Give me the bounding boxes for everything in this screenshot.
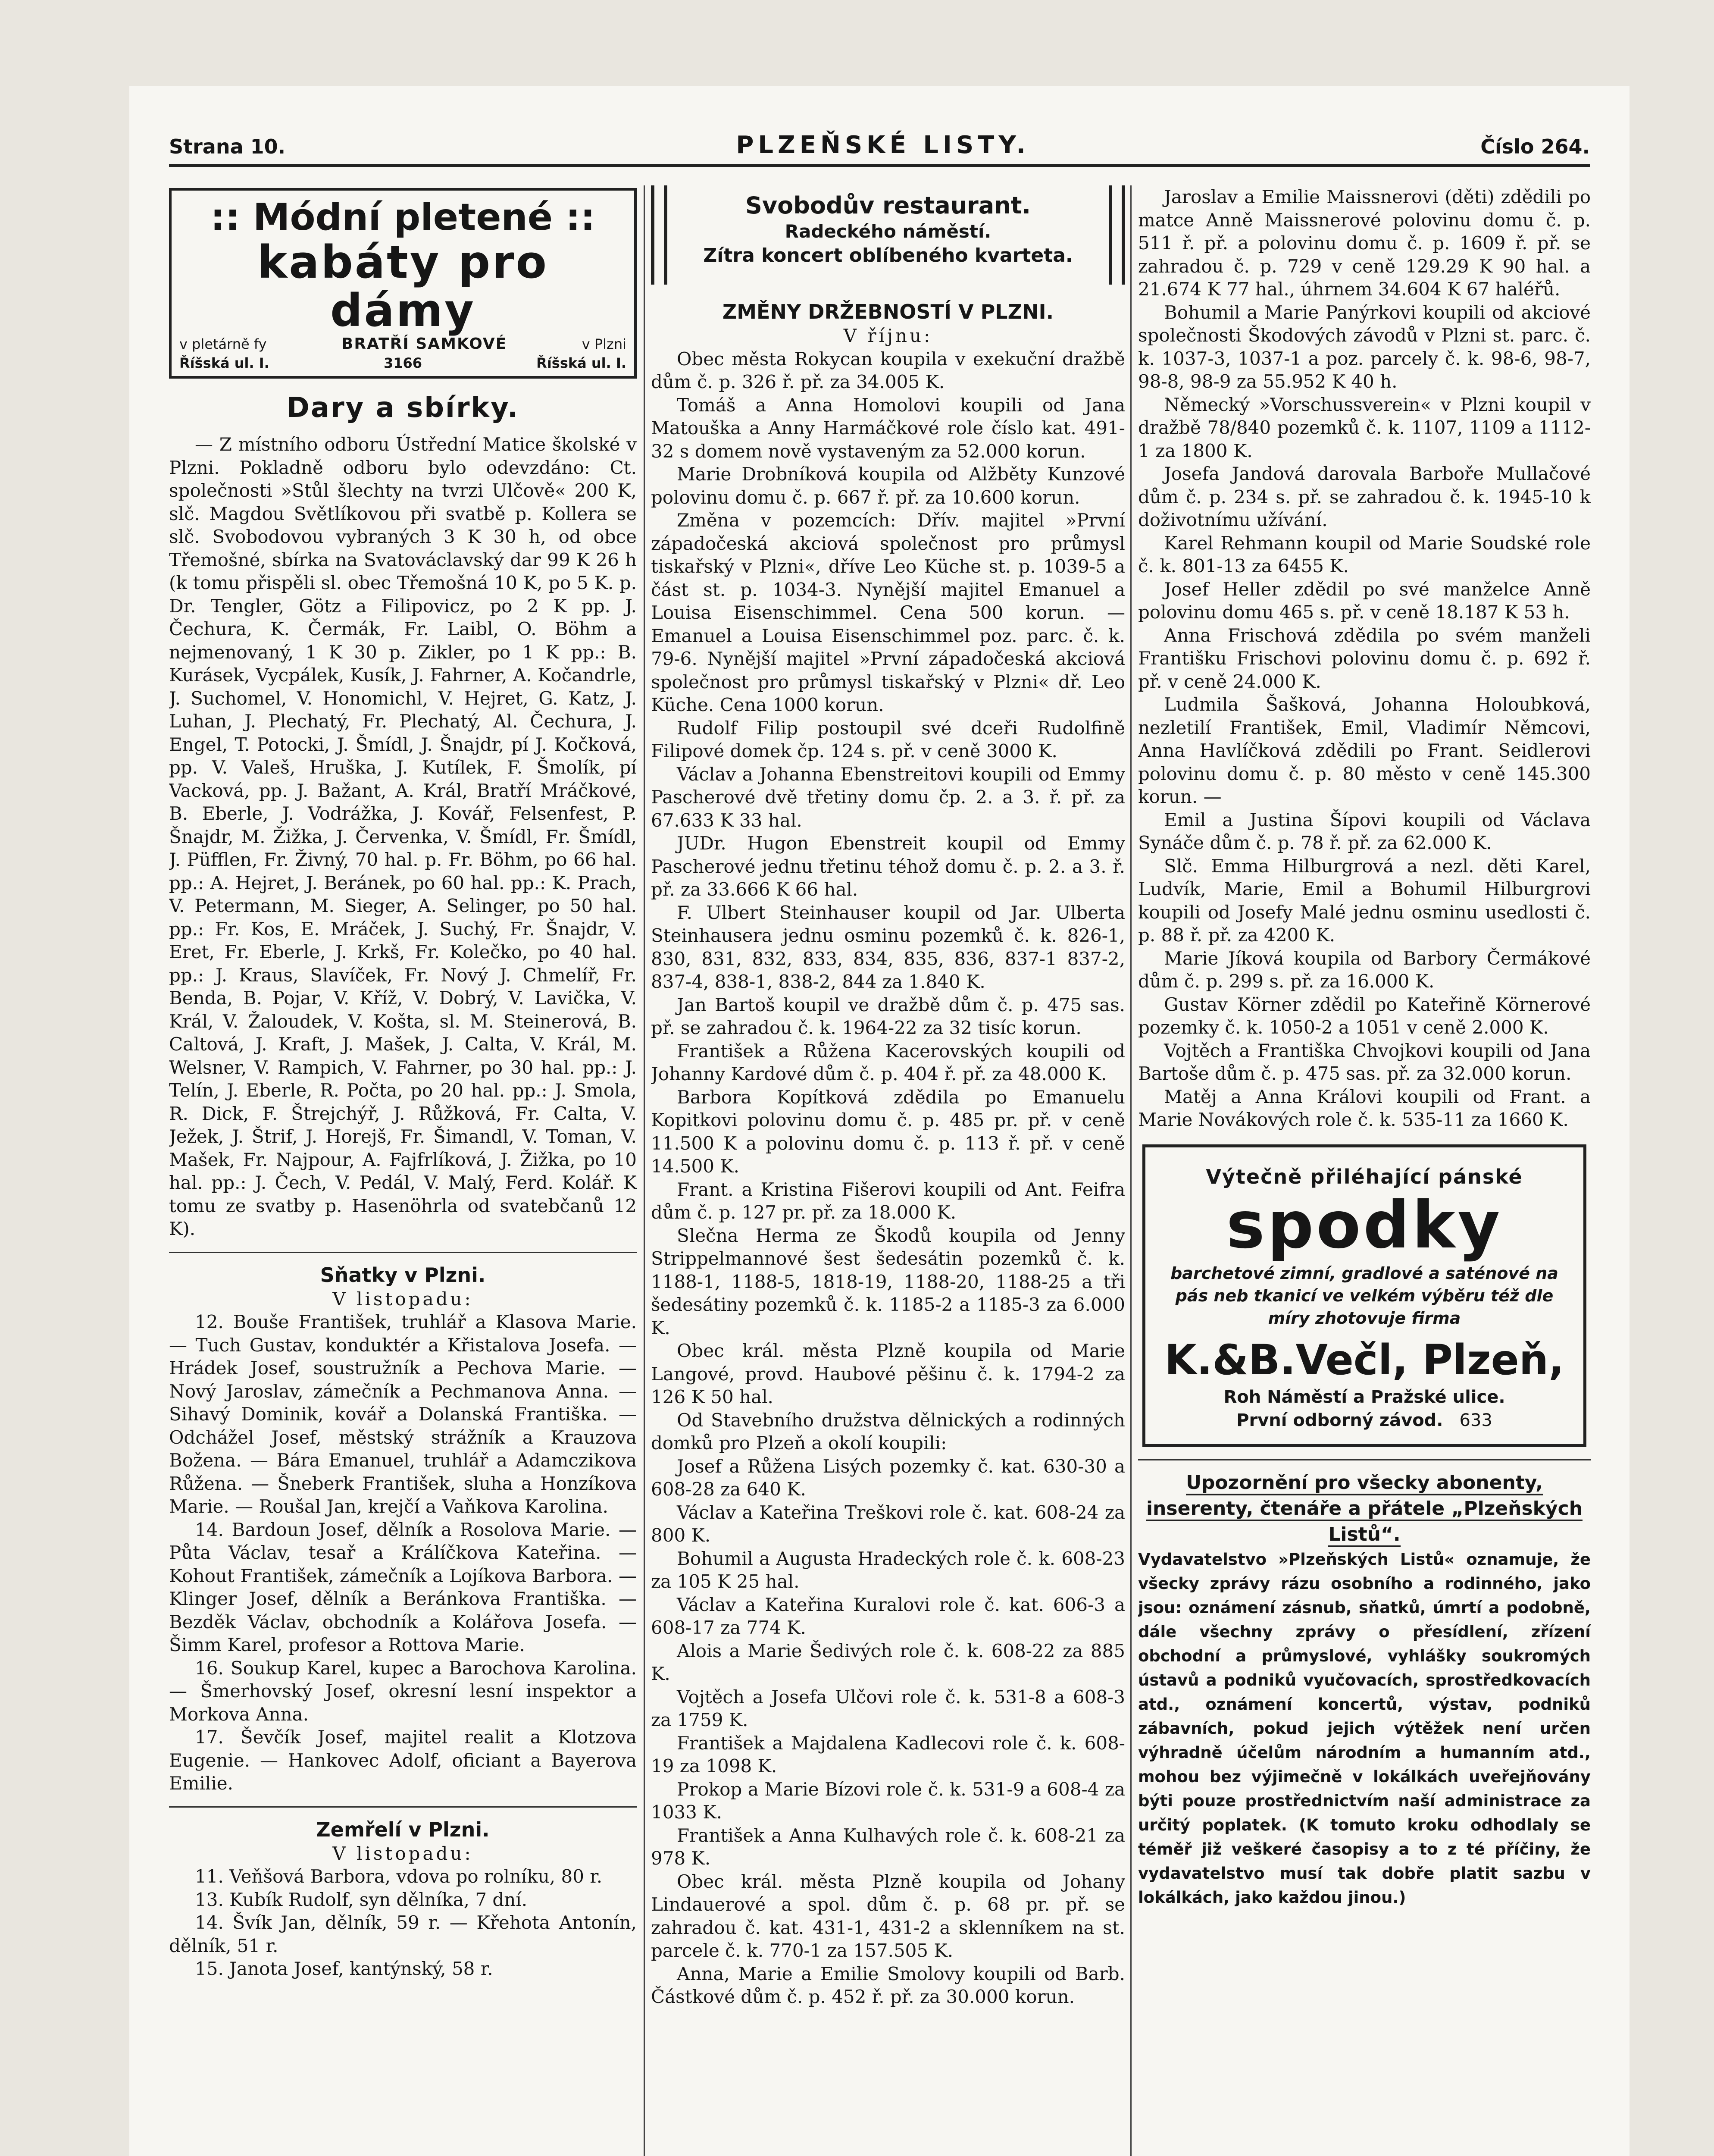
advert-firm-name: BRATŘÍ SAMKOVÉ [341,335,507,353]
zmeny-paragraph: Vojtěch a Josefa Ulčovi role č. k. 531-8 a 608-3 za 1759 K. [651,1686,1125,1730]
column-2 [651,185,1125,2156]
advert-address-line [179,354,626,373]
advert-address-right: Říšská ul. I. [536,355,626,371]
newspaper-page [129,86,1630,2156]
advert-restaurant-place: Radeckého náměstí. [785,221,991,242]
dary-text: — Z místního odboru Ústřední Matice školské v Plzni. Pokladně odboru bylo odevzdáno: Ct. společnosti »Stůl šlechty na tvrzi Ulčově« 200 K, slč. Magdou Světlíkovou při svatbě p. Kollera se slč. Svobodovou vybraných 3 K 30 h, od obce Třemošné, sbírka na Svatováclavský dar 99 K 26 h (k tomu přispěli sl. obec Třemošná 10 K, po 5 K. p. Dr. Tengler, Götz a Filipovicz, po 2 K pp. J. Čechura, K. Čermák, Fr. Laibl, O. Böhm a nejmenovaný, 1 K 30 p. Zikler, po 1 K pp.: B. Kurásek, Vycpálek, Kusík, J. Fahrner, A. Kočandrle, J. Suchomel, V. Honomichl, V. Hejret, G. Katz, J. Luhan, J. Plechatý, Fr. Plechatý, Al. Čechura, J. Engel, T. Potocki, J. Šmídl, J. Šnajdr, pí J. Kočková, pp. V. Valeš, Hruška, J. Kutílek, F. Šmolík, pí Vacková, pp. J. Bažant, A. Král, Bratří Mráčkové, B. Eberle, J. Vodrážka, J. Kovář, Felsenfest, P. Šnajdr, M. Žižka, J. Červenka, V. Šmídl, Fr. Šmídl, J. Püfflen, Fr. Živný, 70 hal. p. Fr. Böhm, po 66 hal. pp.: A. Hejret, J. Beránek, po 60 hal. pp.: K. Prach, V. Petermann, M. Sieger, A. Selinger, po 50 hal. pp.: Fr. Kos, E. Mráček, J. Suchý, Fr. Šnajdr, V. Eret, Fr. Eberle, J. Krkš, Fr. Kolečko, po 40 hal. pp.: J. Kraus, Slavíček, Fr. Nový J. Chmelíř, Fr. Benda, B. Pojar, V. Kříž, V. Dobrý, V. Lavička, V. Král, V. Žaloudek, V. Košta, sl. M. Steinerová, B. Caltová, J. Kraft, J. Mašek, J. Calta, V. Král, M. Welsner, V. Rampich, V. Fahrner, po 30 hal. pp.: J. Telín, J. Eberle, R. Počta, po 20 hal. pp.: J. Smola, R. Dick, F. Štrejchýř, J. Růžková, Fr. Calta, V. Ježek, J. Štrif, J. Horejš, Fr. Šimandl, V. Toman, V. Mašek, Fr. Najpour, A. Fajfrlíková, J. Žižka, po 10 hal. pp.: J. Čech, V. Pedál, V. Malý, Ferd. Kolář. K tomu ze svatby p. Hasenöhrla od svatebčanů 12 K). [169,434,637,1239]
page-header [169,123,1590,167]
advert-underwear-slogan: První odborný závod. [1236,1410,1443,1430]
zmeny-paragraph: František a Růžena Kacerovských koupili od Johanny Kardové dům č. p. 404 ř. př. za 48.000 K. [651,1040,1125,1084]
snatky-subtitle: V listopadu: [332,1288,473,1310]
zmeny-paragraph: JUDr. Hugon Ebenstreit koupil od Emmy Pascherové jednu třetinu téhož domu č. p. 2. a 3. ř. př. za 33.666 K 66 hal. [651,833,1125,900]
zmeny-paragraph: Obec král. města Plzně koupila od Johany Lindauerové a spol. dům č. p. 68 pr. př. se zahradou č. kat. 431-1, 431-2 a sklenníkem na st. parcele č. k. 770-1 za 157.505 K. [651,1871,1125,1961]
property-change-paragraph: Josefa Jandová darovala Barboře Mullačové dům č. p. 234 s. př. se zahradou č. k. 1945-10 k doživotnímu užívání. [1138,463,1591,530]
zmeny-paragraph: Slečna Herma ze Škodů koupila od Jenny Strippelmannové šest šedesátin pozemků č. k. 1188-1, 1188-5, 1818-19, 1188-20, 1188-25 a tři šedesátiny pozemků č. k. 1185-2 a 1185-3 za 6.000 K. [651,1225,1125,1338]
zmeny-paragraph: Změna v pozemcích: Dřív. majitel »První západočeská akciová společnost pro průmysl tiskařský v Plzni«, dříve Leo Küche st. p. 1039-5 a část st. p. 1034-3. Nynější majitel Emanuel a Louisa Eisenschimmel. Cena 500 korun. — Emanuel a Louisa Eisenschimmel poz. parc. č. k. 79-6. Nynější majitel »První západočeská akciová společnost pro průmysl tiskařský v Plzni« dř. Leo Küche. Cena 1000 korun. [651,510,1125,715]
advert-underwear-firm: K.&B.Večl, Plzeň, [1164,1335,1564,1384]
property-change-paragraph: Josef Heller zdědil po své manželce Anně polovinu domu 465 s. př. v ceně 18.187 K 53 h. [1138,578,1591,623]
snatky-paragraph: 17. Ševčík Josef, majitel realit a Klotzova Eugenie. — Hankovec Adolf, oficiant a Bayerova Emilie. [169,1727,637,1794]
advert-underwear-tagline [1158,1409,1570,1432]
zmeny-subtitle: V říjnu: [843,325,933,346]
advert-address-left: Říšská ul. I. [179,355,269,371]
advert-underwear-phone: 633 [1459,1410,1492,1430]
zmeny-paragraph: Rudolf Filip postoupil své dceři Rudolfině Filipové domek čp. 124 s. př. v ceně 3000 K. [651,717,1125,761]
advert-restaurant-event: Zítra koncert oblíbeného kvarteta. [703,244,1073,266]
advert-firm-prefix: v pletárně fy [179,336,267,352]
zmeny-paragraph: Václav a Kateřina Treškovi role č. kat. 608-24 za 800 K. [651,1501,1125,1546]
page-number: Strana 10. [169,135,286,158]
zmeny-paragraph: Alois a Marie Šedivých role č. k. 608-22 za 885 K. [651,1640,1125,1684]
zmeny-paragraph: František a Majdalena Kadlecovi role č. k. 608-19 za 1098 K. [651,1732,1125,1777]
divider [1138,1459,1591,1460]
divider [169,1252,637,1253]
advert-phone: 3166 [383,355,422,371]
property-change-paragraph: Karel Rehmann koupil od Marie Soudské role č. k. 801-13 za 6455 K. [1138,532,1591,577]
zmeny-paragraph: Jan Bartoš koupil ve dražbě dům č. p. 475 sas. př. se zahradou č. k. 1964-22 za 32 tisíc korun. [651,994,1125,1038]
advert-firm-line [179,335,626,354]
zmeny-paragraph: Anna, Marie a Emilie Smolovy koupili od Barb. Částkové dům č. p. 452 ř. př. za 30.000 korun. [651,1963,1125,2007]
notice-title [1138,1470,1591,1548]
property-changes-continued [1138,185,1591,1131]
column-rule-1 [644,185,645,2156]
masthead-title: PLZEŇSKÉ LISTY. [736,131,1030,159]
zmeny-paragraph: Marie Drobníková koupila od Alžběty Kunzové polovinu domu č. p. 667 ř. př. za 10.600 korun. [651,464,1125,508]
zemreli-subtitle: V listopadu: [332,1843,473,1864]
advert-firm-suffix: v Plzni [582,336,626,352]
advert-restaurant [651,185,1125,285]
column-rule-2 [1130,185,1132,2156]
advert-underwear-intro: Výtečně přiléhající pánské [1206,1165,1523,1188]
property-change-paragraph: Gustav Körner zdědil po Kateřině Körnerové pozemky č. k. 1050-2 a 1051 v ceně 2.000 K. [1138,993,1591,1038]
property-change-paragraph: Emil a Justina Šípovi koupili od Václava Synáče dům č. p. 78 ř. př. za 62.000 K. [1138,809,1591,853]
advert-headline-1: :: Módní pletené :: [210,196,595,239]
property-change-paragraph: Matěj a Anna Královi koupili od Frant. a Marie Novákových role č. k. 535-11 za 1660 K. [1138,1086,1591,1130]
zmeny-paragraph: F. Ulbert Steinhauser koupil od Jar. Ulberta Steinhausera jednu osminu pozemků č. k. 826-1, 830, 831, 832, 833, 834, 835, 836, 837-1 837-2, 837-4, 838-1, 838-2, 844 za 1.840 K. [651,902,1125,992]
zemreli-paragraph: 13. Kubík Rudolf, syn dělníka, 7 dní. [195,1889,528,1910]
zmeny-paragraph: Frant. a Kristina Fišerovi koupili od Ant. Feifra dům č. p. 127 pr. př. za 18.000 K. [651,1178,1125,1223]
snatky-paragraph: 14. Bardoun Josef, dělník a Rosolova Marie. — Půta Václav, tesař a Králíčkova Kateřina. — Kohout František, zámečník a Lojíkova Barbora. — Klinger Josef, dělník a Beránkova Františka. — Bezděk Václav, obchodník a Kolářova Josefa. — Šimm Karel, profesor a Rottova Marie. [169,1519,637,1655]
section-title-zemreli: Zemřelí v Plzni. [316,1818,490,1841]
property-change-paragraph: Jaroslav a Emilie Maissnerovi (děti) zdědili po matce Anně Maissnerové polovinu domu č. p. 511 ř. př. a polovinu domu č. p. 1609 ř. př. se zahradou č. p. 729 v ceně 129.29 K 90 hal. a 21.674 K 77 hal., úhrnem 34.604 K 67 haléřů. [1138,186,1591,300]
notice-text: Vydavatelstvo »Plzeňských Listů« oznamuje, že všecky zprávy rázu osobního a rodinného, jako jsou: oznámení zásnub, sňatků, úmrtí a podobně, dále všechny zprávy o přesídlení, zřízení obchodní a průmyslové, vyhlášky soukromých ústavů a podniků vyučovacích, sprostředkovacích atd., oznámení koncertů, výstav, podniků zábavních, pokud jejich výtěžek není určen výhradně účelům národním a humanním atd., mohou bez výjimečně v lokálkách uveřejňovány býti pouze prostřednictvím naší administrace za určitý poplatek. (K tomuto kroku odhodlaly se téměř již veškeré časopisy a to z té příčiny, že vydavatelstvo musí tak dobře platit sazbu v lokálkách, jako každou jinou.) [1138,1550,1591,1907]
property-change-paragraph: Ludmila Šašková, Johanna Holoubková, nezletilí František, Emil, Vladimír Němcovi, Anna Havlíčková zdědili po Frant. Seidlerovi polovinu domu č. p. 80 město v ceně 145.300 korun. — [1138,694,1591,807]
advert-restaurant-name: Svobodův restaurant. [745,192,1031,219]
zmeny-paragraph: Bohumil a Augusta Hradeckých role č. k. 608-23 za 105 K 25 hal. [651,1548,1125,1592]
zmeny-paragraph: Od Stavebního družstva dělnických a rodinných domků pro Plzeň a okolí koupili: [651,1409,1125,1454]
advert-underwear-description: barchetové zimní, gradlové a saténové na pás neb tkanicí ve velkém výběru též dle míry zhotovuje firma [1170,1263,1558,1328]
zmeny-paragraph: Obec král. města Plzně koupila od Marie Langové, provd. Haubové pěšinu č. k. 1794-2 za 126 K 50 hal. [651,1340,1125,1407]
zmeny-paragraph: Václav a Kateřina Kuralovi role č. kat. 606-3 a 608-17 za 774 K. [651,1594,1125,1638]
section-title-zmeny: ZMĚNY DRŽEBNOSTÍ V PLZNI. [722,300,1054,323]
zmeny-paragraph: Barbora Kopítková zdědila po Emanuelu Kopitkovi polovinu domu č. p. 485 pr. př. v ceně 11.500 K a polovinu domu č. p. 113 ř. př. v ceně 14.500 K. [651,1086,1125,1177]
notice-title-text: Upozornění pro všecky abonenty, inserenty, čtenáře a přátele „Plzeňských Listů“. [1146,1472,1583,1547]
zemreli-paragraph: 14. Švík Jan, dělník, 59 r. — Křehota Antonín, dělník, 51 r. [169,1912,637,1956]
property-change-paragraph: Bohumil a Marie Panýrkovi koupili od akciové společnosti Škodových závodů v Plzni st. parc. č. k. 1037-3, 1037-1 a poz. parcely č. k. 98-6, 98-7, 98-8, 98-9 za 55.952 K 40 h. [1138,301,1591,392]
zemreli-paragraph: 11. Veňšová Barbora, vdova po rolníku, 80 r. [195,1866,603,1887]
property-change-paragraph: Marie Jíková koupila od Barbory Čermákové dům č. p. 299 s. př. za 16.000 K. [1138,947,1591,992]
advert-headline-2: kabáty pro dámy [257,236,548,337]
snatky-paragraph: 16. Soukup Karel, kupec a Barochova Karolina. — Šmerhovský Josef, okresní lesní inspektor a Morkova Anna. [169,1657,637,1725]
property-change-paragraph: Německý »Vorschussverein« v Plzni koupil v dražbě 78/840 pozemků č. k. 1107, 1109 a 1112-1 za 1800 K. [1138,394,1591,461]
property-change-paragraph: Slč. Emma Hilburgrová a nezl. děti Karel, Ludvík, Marie, Emil a Bohumil Hilburgrovi koupili od Josefy Malé jednu osminu usedlosti č. p. 88 ř. př. za 4200 K. [1138,855,1591,946]
section-title-dary: Dary a sbírky. [286,392,519,424]
zemreli-paragraph: 15. Janota Josef, kantýnský, 58 r. [195,1958,493,1979]
column-3 [1138,185,1591,2156]
divider [169,1806,637,1808]
property-change-paragraph: Anna Frischová zdědila po svém manželi Františku Frischovi polovinu domu č. p. 692 ř. př. v ceně 24.000 K. [1138,624,1591,692]
zmeny-list [651,348,1125,2009]
section-title-snatky: Sňatky v Plzni. [320,1263,486,1287]
zmeny-paragraph: Tomáš a Anna Homolovi koupili od Jana Matouška a Anny Harmáčkové role číslo kat. 491-32 s domem nově vystaveným za 52.000 korun. [651,394,1125,462]
issue-number: Číslo 264. [1480,135,1590,158]
zmeny-paragraph: Obec města Rokycan koupila v exekuční dražbě dům č. p. 326 ř. př. za 34.005 K. [651,348,1125,392]
advert-knitted-coats [169,188,637,379]
advert-underwear [1142,1144,1586,1447]
zmeny-paragraph: Prokop a Marie Bízovi role č. k. 531-9 a 608-4 za 1033 K. [651,1778,1125,1823]
advert-underwear-address: Roh Náměstí a Pražské ulice. [1223,1387,1505,1407]
column-1 [169,185,637,2156]
advert-underwear-product: spodky [1226,1188,1503,1263]
zmeny-paragraph: Josef a Růžena Lisých pozemky č. kat. 630-30 a 608-28 za 640 K. [651,1455,1125,1500]
property-change-paragraph: Vojtěch a Františka Chvojkovi koupili od Jana Bartoše dům č. p. 475 sas. př. za 32.000 korun. [1138,1040,1591,1084]
zmeny-paragraph: Václav a Johanna Ebenstreitovi koupili od Emmy Pascherové dvě třetiny domu čp. 2. a 3. ř. př. za 67.633 K 33 hal. [651,763,1125,831]
snatky-paragraph: 12. Bouše František, truhlář a Klasova Marie. — Tuch Gustav, konduktér a Křistalova Josefa. — Hrádek Josef, soustružník a Pechova Marie. — Nový Jaroslav, zámečník a Pechmanova Anna. — Sihavý Dominik, kovář a Dolanská Františka. — Odchážel Josef, městský strážník a Krauzova Božena. — Bára Emanuel, truhlář a Adamczikova Růžena. — Šneberk František, sluha a Honzíkova Marie. — Roušal Jan, krejčí a Vaňkova Karolina. [169,1311,637,1517]
zmeny-paragraph: František a Anna Kulhavých role č. k. 608-21 za 978 K. [651,1824,1125,1869]
